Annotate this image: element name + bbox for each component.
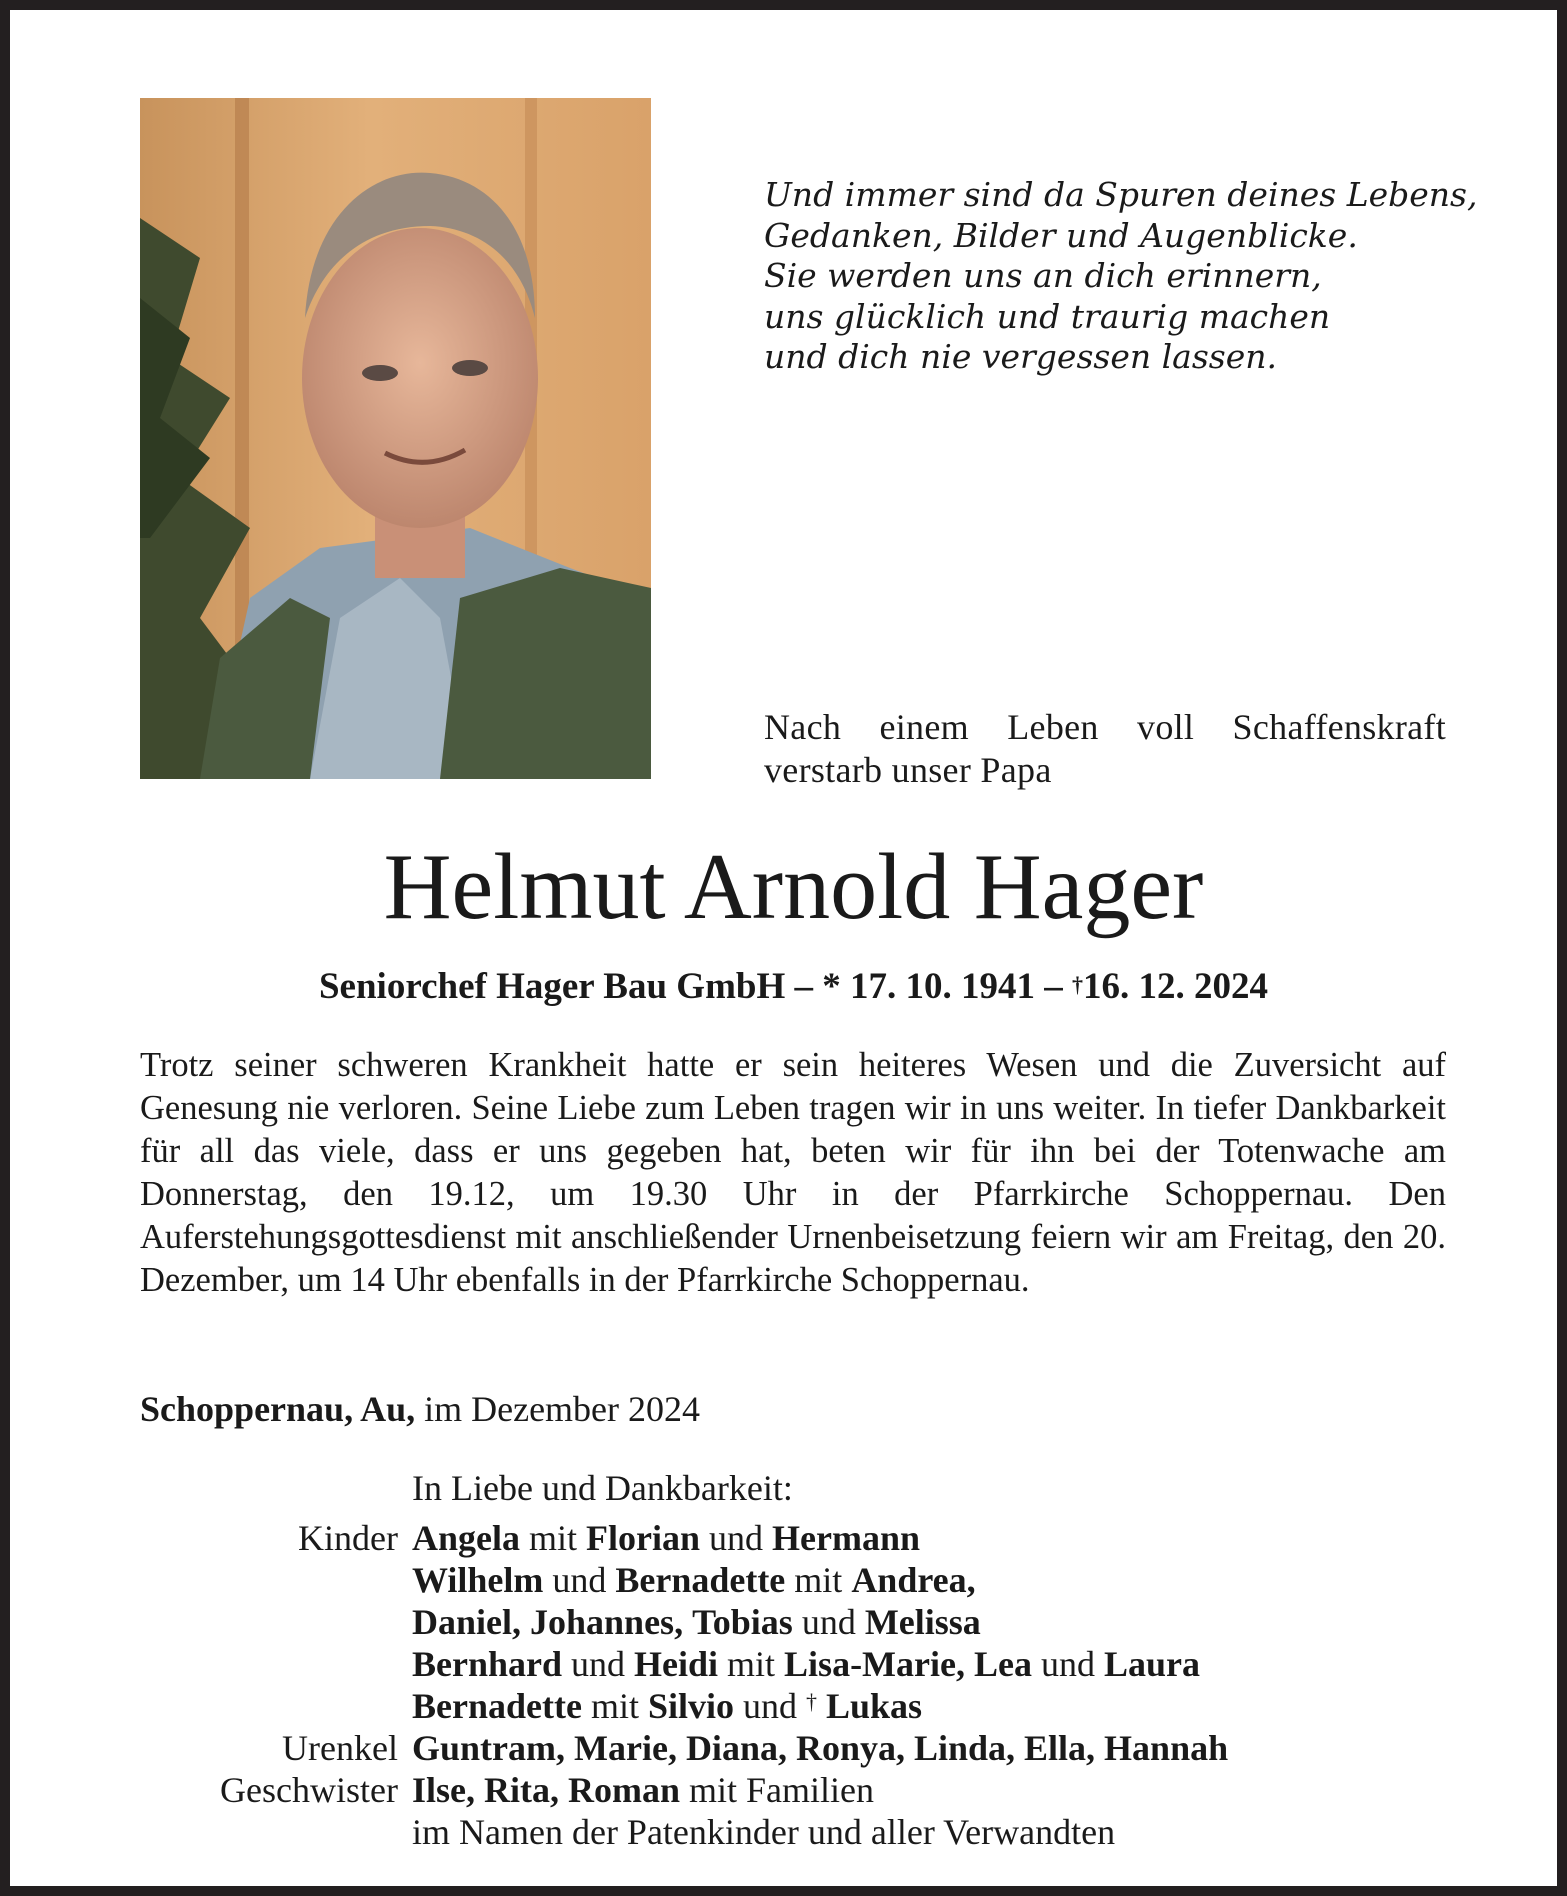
family-closing: im Namen der Patenkinder und aller Verwandten	[412, 1812, 1116, 1852]
poem-line: Gedanken, Bilder und Augenblicke.	[764, 215, 1358, 255]
connector: mit	[727, 1644, 776, 1684]
empty-label	[140, 1643, 412, 1685]
birth-date: 17. 10. 1941	[850, 966, 1036, 1007]
name: Bernadette	[615, 1560, 786, 1600]
empty-label	[140, 1467, 412, 1517]
name: Florian	[586, 1518, 701, 1558]
family-line	[412, 1685, 922, 1727]
family-row-kinder-5	[140, 1685, 1446, 1727]
death-symbol: †	[1072, 972, 1084, 997]
place-month: im Dezember 2024	[424, 1389, 701, 1429]
geschwister-label: Geschwister	[220, 1770, 398, 1810]
portrait-image	[140, 98, 651, 779]
name: Guntram, Marie, Diana, Ronya, Linda, Ella, Hannah	[412, 1728, 1229, 1768]
family-list	[140, 1467, 1446, 1853]
poem-line: Sie werden uns an dich erinnern,	[764, 256, 1322, 295]
deceased-role: Seniorchef Hager Bau GmbH	[318, 966, 786, 1007]
name: Ilse, Rita, Roman	[412, 1770, 680, 1810]
family-row-kinder-4	[140, 1643, 1446, 1685]
family-row-kinder-2	[140, 1559, 1446, 1601]
name: Bernadette	[412, 1686, 582, 1726]
connector: mit	[590, 1686, 639, 1726]
name: Melissa	[864, 1602, 981, 1642]
intro-line: Nach einem Leben voll Schaffenskraft	[764, 707, 1446, 747]
connector: mit	[529, 1518, 578, 1558]
name: Wilhelm	[412, 1560, 544, 1600]
name: Bernhard	[412, 1644, 563, 1684]
name: Lukas	[826, 1686, 923, 1726]
family-row-kinder-1	[140, 1517, 1446, 1559]
place-date	[140, 1387, 700, 1431]
poem-line: uns glücklich und traurig machen	[764, 296, 1331, 336]
death-date: 16. 12. 2024	[1083, 966, 1269, 1007]
name: Lea	[974, 1644, 1032, 1684]
name: Silvio	[647, 1686, 734, 1726]
urenkel-label: Urenkel	[282, 1728, 398, 1768]
portrait-photo	[140, 98, 651, 779]
poem-line: Und immer sind da Spuren deines Lebens,	[764, 175, 1478, 214]
dash: –	[1044, 966, 1063, 1007]
name: Heidi	[634, 1644, 719, 1684]
family-row-kinder-3	[140, 1601, 1446, 1643]
connector: und	[571, 1644, 626, 1684]
family-heading-row	[140, 1467, 1446, 1517]
family-line	[412, 1601, 981, 1643]
name: Johannes,	[530, 1602, 684, 1642]
name: Tobias	[692, 1602, 793, 1642]
connector: und	[801, 1602, 856, 1642]
intro-text	[764, 706, 1446, 792]
family-row-urenkel	[140, 1727, 1446, 1769]
family-row-geschwister	[140, 1769, 1446, 1811]
birth-symbol: *	[822, 966, 841, 1007]
kinder-label: Kinder	[298, 1518, 398, 1558]
poem-line: und dich nie vergessen lassen.	[764, 337, 1277, 376]
family-line	[412, 1517, 920, 1559]
connector: und	[1041, 1644, 1095, 1684]
cross-symbol: †	[806, 1689, 817, 1714]
poem-quote	[764, 175, 1478, 378]
deceased-name: Helmut Arnold Hager	[383, 835, 1204, 939]
connector: mit Familien	[689, 1770, 874, 1810]
name: Laura	[1104, 1644, 1201, 1684]
dash: –	[794, 966, 814, 1007]
family-line	[412, 1559, 976, 1601]
family-line	[412, 1769, 874, 1811]
empty-label	[140, 1685, 412, 1727]
deceased-subtitle	[10, 964, 1567, 1010]
empty-label	[140, 1559, 412, 1601]
family-heading: In Liebe und Dankbarkeit:	[412, 1468, 793, 1508]
name: Lisa-Marie,	[784, 1644, 965, 1684]
family-row-closing	[140, 1811, 1446, 1853]
place-name: Schoppernau, Au,	[140, 1389, 416, 1429]
connector: mit	[794, 1560, 843, 1600]
empty-label	[140, 1811, 412, 1853]
family-line	[412, 1643, 1200, 1685]
name: Daniel,	[412, 1602, 522, 1642]
intro-line: verstarb unser Papa	[764, 750, 1052, 790]
connector: und	[743, 1686, 797, 1726]
name: Andrea,	[851, 1560, 976, 1600]
empty-label	[140, 1601, 412, 1643]
family-line	[412, 1727, 1228, 1769]
connector: und	[709, 1518, 764, 1558]
connector: und	[552, 1560, 607, 1600]
name: Hermann	[772, 1518, 921, 1558]
name: Angela	[412, 1518, 520, 1558]
obituary-body: Trotz seiner schweren Krankheit hatte er sein heiteres Wesen und die Zuversicht auf Genesung nie verloren. Seine Liebe zum Leben tragen wir in uns weiter. In tiefer Dankbarkeit für all das viele, dass er uns gegeben hat, beten wir für ihn bei der Totenwache am Donnerstag, den 19.12, um 19.30 Uhr in der Pfarrkirche Schoppernau. Den Auferstehungsgottesdienst mit anschließender Urnenbeisetzung feiern wir am Freitag, den 20. Dezember, um 14 Uhr ebenfalls in der Pfarrkirche Schoppernau.	[140, 1046, 1446, 1299]
